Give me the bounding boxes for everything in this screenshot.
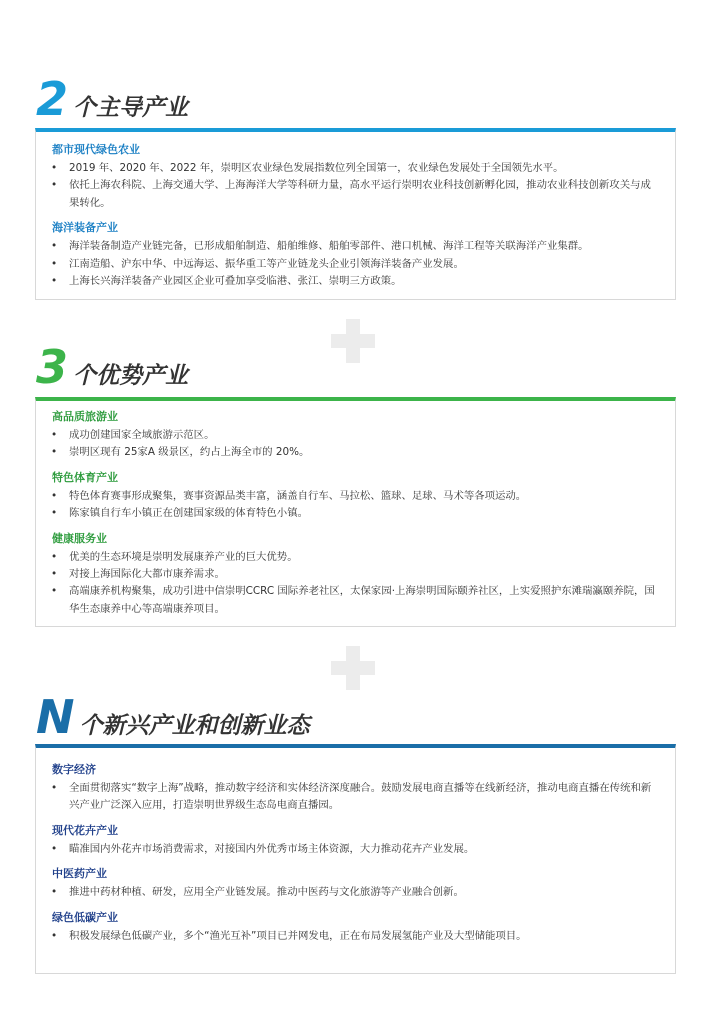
group-title: 健康服务业 — [52, 531, 107, 545]
list-item: • 高端康养机构聚集，成功引进中信崇明CCRC 国际养老社区，太保家园·上海崇明国际颐养社区，上实爱照护东滩瑞瀛颐养院，国华生态康养中心等高端康养项目。 — [50, 583, 661, 618]
section-heading-3 — [36, 340, 189, 394]
list-item: • 全面贯彻落实“数字上海”战略，推动数字经济和实体经济深度融合。鼓励发展电商直播等在线新经济，推动电商直播在传统和新兴产业广泛深入应用，打造崇明世界级生态岛电商直播园。 — [50, 780, 661, 815]
section-panel-leading-industries — [35, 128, 676, 300]
group-list — [50, 841, 661, 858]
group-list — [50, 427, 661, 462]
group-list — [50, 549, 661, 619]
group-list — [50, 238, 661, 290]
group-title: 现代花卉产业 — [52, 823, 118, 837]
group-title: 都市现代绿色农业 — [52, 143, 140, 156]
list-item: • 2019 年、2020 年、2022 年，崇明区农业绿色发展指数位列全国第一，农业绿色发展处于全国领先水平。 — [50, 160, 661, 177]
list-item: • 推进中药材种植、研发，应用全产业链发展。推动中医药与文化旅游等产业融合创新。 — [50, 884, 661, 901]
list-item: • 积极发展绿色低碳产业，多个“渔光互补”项目已并网发电，正在布局发展氢能产业及大型储能项目。 — [50, 928, 661, 945]
list-item: • 江南造船、沪东中华、中远海运、振华重工等产业链龙头企业引领海洋装备产业发展。 — [50, 256, 661, 273]
section-panel-advantage-industries — [35, 397, 676, 627]
group-title: 中医药产业 — [52, 867, 107, 881]
list-item: • 陈家镇自行车小镇正在创建国家级的体育特色小镇。 — [50, 505, 661, 522]
section-title: 个优势产业 — [73, 363, 189, 389]
section-number: 2 — [36, 72, 68, 126]
list-item: • 上海长兴海洋装备产业园区企业可叠加享受临港、张江、崇明三方政策。 — [50, 273, 661, 290]
section-title: 个新兴产业和创新业态 — [79, 713, 310, 739]
list-item: • 对接上海国际化大都市康养需求。 — [50, 566, 661, 583]
list-item: • 崇明区现有 25家A 级景区，约占上海全市的 20%。 — [50, 444, 661, 461]
group-list — [50, 884, 661, 901]
plus-icon — [331, 646, 375, 690]
section-heading-n — [36, 690, 310, 744]
list-item: • 优美的生态环境是崇明发展康养产业的巨大优势。 — [50, 549, 661, 566]
group-list — [50, 928, 661, 945]
group-list — [50, 488, 661, 523]
section-panel-emerging-industries — [35, 744, 676, 974]
group-list — [50, 780, 661, 815]
plus-icon — [331, 319, 375, 363]
group-list — [50, 160, 661, 212]
section-title: 个主导产业 — [73, 95, 189, 121]
list-item: • 特色体育赛事形成聚集，赛事资源品类丰富，涵盖自行车、马拉松、篮球、足球、马术等各项运动。 — [50, 488, 661, 505]
group-title: 特色体育产业 — [52, 470, 118, 484]
group-title: 高品质旅游业 — [52, 410, 118, 423]
list-item: • 依托上海农科院、上海交通大学、上海海洋大学等科研力量，高水平运行崇明农业科技创新孵化园，推动农业科技创新攻关与成果转化。 — [50, 177, 661, 212]
list-item: • 海洋装备制造产业链完备，已形成船舶制造、船舶维修、船舶零部件、港口机械、海洋工程等关联海洋产业集群。 — [50, 238, 661, 255]
list-item: • 成功创建国家全域旅游示范区。 — [50, 427, 661, 444]
group-title: 绿色低碳产业 — [52, 910, 118, 924]
section-heading-2 — [36, 72, 189, 126]
list-item: • 瞄准国内外花卉市场消费需求，对接国内外优秀市场主体资源，大力推动花卉产业发展。 — [50, 841, 661, 858]
section-number: 3 — [36, 340, 68, 394]
section-number: N — [36, 690, 74, 744]
group-title: 数字经济 — [52, 763, 96, 776]
group-title: 海洋装备产业 — [52, 221, 118, 235]
